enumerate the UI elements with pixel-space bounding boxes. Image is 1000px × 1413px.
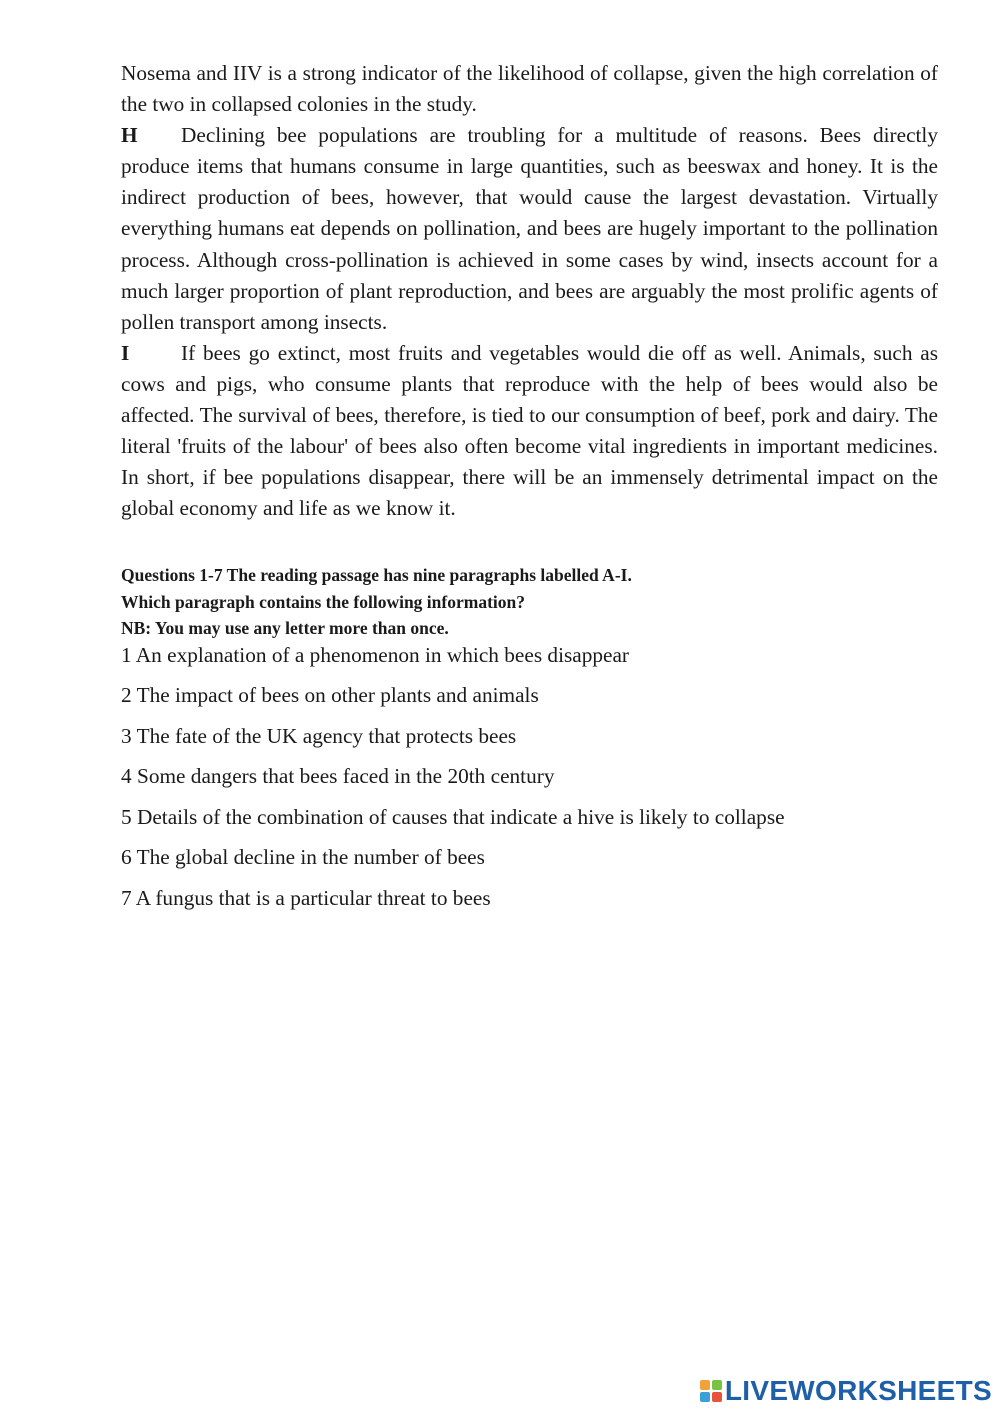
liveworksheets-logo xyxy=(700,1377,992,1405)
logo-mark-icon xyxy=(700,1380,722,1402)
logo-mark-tile xyxy=(712,1380,722,1390)
question-item: 5 Details of the combination of causes that indicate a hive is likely to collapse xyxy=(121,804,785,829)
passage-continuation: Nosema and IIV is a strong indicator of the likelihood of collapse, given the high correlation of the two in collapsed colonies in the study. xyxy=(121,61,938,117)
paragraph-label: I xyxy=(121,340,130,365)
paragraph-h xyxy=(121,120,938,338)
question-item: 2 The impact of bees on other plants and animals xyxy=(121,683,539,708)
question-item: 6 The global decline in the number of bees xyxy=(121,845,485,870)
logo-mark-tile xyxy=(700,1380,710,1390)
question-item: 1 An explanation of a phenomenon in which bees disappear xyxy=(121,642,630,667)
paragraph-i xyxy=(121,338,938,525)
paragraph-text: If bees go extinct, most fruits and vegetables would die off as well. Animals, such as cows and pigs, who consume plants that reproduce with the help of bees would also be affected. The survival of bees, therefore, is tied to our consumption of beef, pork and dairy. The literal 'fruits of the labour' of bees also often become vital ingredients in important medicines. In short, if bee populations disappear, there will be an immensely detrimental impact on the global economy and life as we know it. xyxy=(121,340,938,521)
question-item: 7 A fungus that is a particular threat to bees xyxy=(121,885,491,910)
question-item: 4 Some dangers that bees faced in the 20th century xyxy=(121,764,555,789)
paragraph-text: Declining bee populations are troubling for a multitude of reasons. Bees directly produce items that humans consume in large quantities, such as beeswax and honey. It is the indirect production of bees, however, that would cause the largest devastation. Virtually everything humans eat depends on pollination, and bees are hugely important to the pollination process. Although cross-pollination is achieved in some cases by wind, insects account for a much larger proportion of plant reproduction, and bees are arguably the most prolific agents of pollen transport among insects. xyxy=(121,123,938,334)
logo-text: LIVEWORKSHEETS xyxy=(724,1375,992,1406)
logo-mark-tile xyxy=(712,1392,722,1402)
paragraph-label: H xyxy=(121,123,138,148)
question-list xyxy=(121,642,938,911)
question-item: 3 The fate of the UK agency that protects bees xyxy=(121,723,517,748)
questions-heading: Questions 1-7 The reading passage has nine paragraphs labelled A-I. xyxy=(121,565,632,586)
document-page xyxy=(121,58,938,925)
questions-instruction: Which paragraph contains the following information? xyxy=(121,591,525,612)
logo-mark-tile xyxy=(700,1392,710,1402)
questions-note: NB: You may use any letter more than once. xyxy=(121,618,449,639)
questions-section xyxy=(121,562,938,911)
